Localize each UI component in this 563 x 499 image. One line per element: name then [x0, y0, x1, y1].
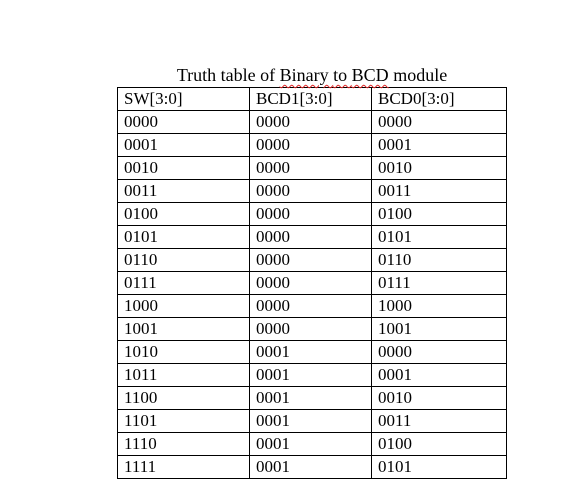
cell-sw: 1010	[118, 341, 250, 364]
cell-bcd0: 0110	[372, 249, 507, 272]
cell-sw: 0101	[118, 226, 250, 249]
cell-bcd0: 0001	[372, 134, 507, 157]
cell-bcd0: 0010	[372, 157, 507, 180]
table-caption	[117, 64, 507, 87]
cell-bcd0: 0101	[372, 226, 507, 249]
cell-bcd0: 0100	[372, 433, 507, 456]
cell-sw: 1110	[118, 433, 250, 456]
cell-sw: 0111	[118, 272, 250, 295]
caption-word-to: to	[333, 65, 348, 85]
cell-sw: 0000	[118, 111, 250, 134]
cell-bcd0: 0010	[372, 387, 507, 410]
cell-bcd1: 0000	[250, 111, 372, 134]
table-row	[118, 134, 507, 157]
header-sw: SW[3:0]	[118, 88, 250, 111]
cell-sw: 0011	[118, 180, 250, 203]
cell-bcd1: 0001	[250, 364, 372, 387]
cell-bcd0: 0011	[372, 180, 507, 203]
cell-bcd1: 0000	[250, 180, 372, 203]
caption-prefix: Truth table of	[176, 65, 280, 85]
header-bcd1: BCD1[3:0]	[250, 88, 372, 111]
cell-sw: 1100	[118, 387, 250, 410]
table-row	[118, 180, 507, 203]
cell-bcd1: 0000	[250, 249, 372, 272]
table-row	[118, 410, 507, 433]
table-row	[118, 295, 507, 318]
table-row	[118, 249, 507, 272]
cell-bcd0: 0011	[372, 410, 507, 433]
caption-word-bcd: BCD	[351, 65, 389, 85]
table-row	[118, 272, 507, 295]
cell-sw: 1011	[118, 364, 250, 387]
cell-bcd0: 0001	[372, 364, 507, 387]
cell-bcd1: 0001	[250, 433, 372, 456]
cell-sw: 0010	[118, 157, 250, 180]
table-row	[118, 341, 507, 364]
cell-bcd0: 1001	[372, 318, 507, 341]
cell-bcd1: 0000	[250, 157, 372, 180]
table-row	[118, 433, 507, 456]
table-row	[118, 318, 507, 341]
cell-sw: 0110	[118, 249, 250, 272]
cell-sw: 0100	[118, 203, 250, 226]
table-row	[118, 157, 507, 180]
table-header-row	[118, 88, 507, 111]
cell-bcd1: 0001	[250, 410, 372, 433]
cell-bcd1: 0000	[250, 295, 372, 318]
cell-sw: 1101	[118, 410, 250, 433]
cell-sw: 0001	[118, 134, 250, 157]
table-row	[118, 456, 507, 479]
table-row	[118, 226, 507, 249]
cell-bcd1: 0001	[250, 456, 372, 479]
cell-sw: 1001	[118, 318, 250, 341]
cell-bcd0: 0000	[372, 111, 507, 134]
header-bcd0: BCD0[3:0]	[372, 88, 507, 111]
cell-bcd1: 0000	[250, 272, 372, 295]
truth-table	[117, 87, 507, 479]
cell-sw: 1000	[118, 295, 250, 318]
cell-bcd1: 0000	[250, 226, 372, 249]
caption-word-binary: Binary	[279, 65, 329, 85]
cell-bcd1: 0001	[250, 341, 372, 364]
table-row	[118, 111, 507, 134]
cell-bcd1: 0000	[250, 203, 372, 226]
document-body	[117, 64, 507, 479]
cell-bcd0: 0101	[372, 456, 507, 479]
table-row	[118, 364, 507, 387]
cell-bcd1: 0000	[250, 318, 372, 341]
table-row	[118, 203, 507, 226]
cell-bcd0: 1000	[372, 295, 507, 318]
cell-bcd0: 0000	[372, 341, 507, 364]
cell-sw: 1111	[118, 456, 250, 479]
caption-suffix: module	[388, 65, 448, 85]
cell-bcd1: 0001	[250, 387, 372, 410]
cell-bcd0: 0100	[372, 203, 507, 226]
cell-bcd0: 0111	[372, 272, 507, 295]
table-row	[118, 387, 507, 410]
cell-bcd1: 0000	[250, 134, 372, 157]
